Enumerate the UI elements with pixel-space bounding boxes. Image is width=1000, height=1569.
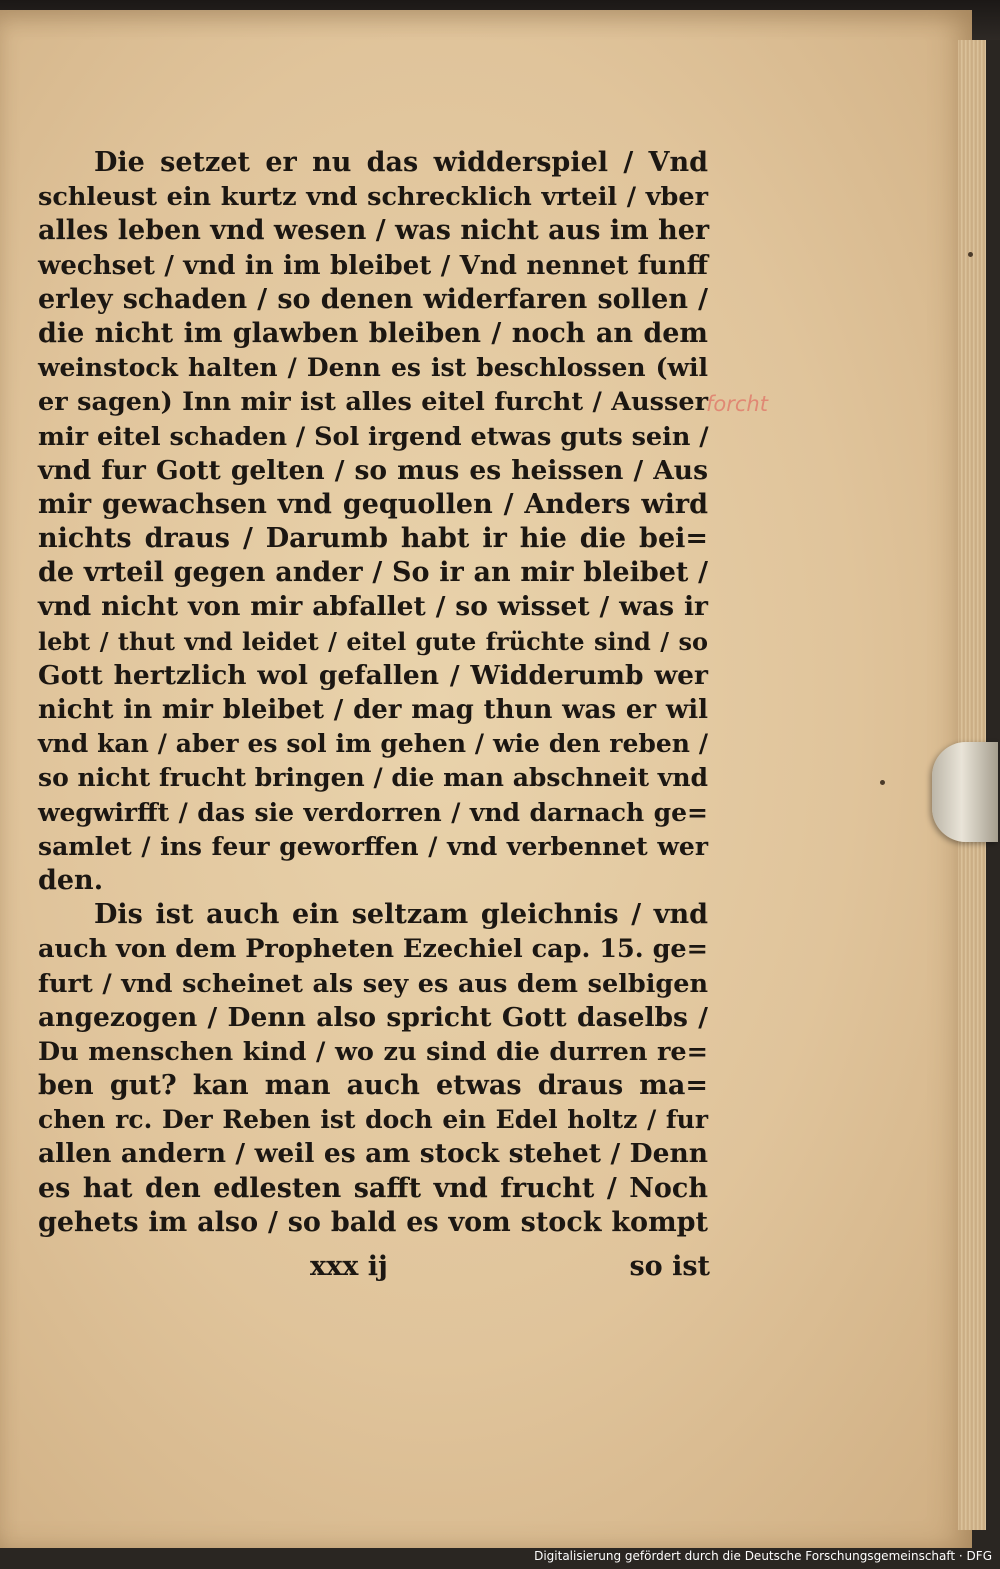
signature-mark: xxx ij (310, 1251, 388, 1282)
text-line: wegwirfft / das sie verdorren / vnd darnach ge= (38, 797, 708, 827)
text-line: allen andern / weil es am stock stehet / Denn (38, 1138, 708, 1170)
ink-spot (968, 252, 973, 257)
text-line: so nicht frucht bringen / die man abschneit vnd (38, 763, 708, 793)
text-line: ben gut? kan man auch etwas draus ma= (38, 1070, 708, 1102)
text-line: mir gewachsen vnd gequollen / Anders wird (38, 488, 708, 520)
text-line: es hat den edlesten safft vnd frucht / Noch (38, 1172, 708, 1204)
text-line: samlet / ins feur geworffen / vnd verbennet wer (38, 831, 708, 861)
text-line: mir eitel schaden / Sol irgend etwas guts sein / (38, 421, 709, 452)
text-line: de vrteil gegen ander / So ir an mir bleibet / (38, 557, 708, 589)
text-line: auch von dem Propheten Ezechiel cap. 15. ge= (38, 934, 708, 965)
text-line: Du menschen kind / wo zu sind die durren re= (38, 1036, 708, 1067)
text-line: vnd kan / aber es sol im gehen / wie den reben / (38, 729, 708, 759)
text-line: vnd fur Gott gelten / so mus es heissen / Aus (38, 454, 708, 486)
text-line: furt / vnd scheinet als sey es aus dem selbigen (38, 968, 708, 999)
ink-spot (880, 780, 885, 785)
text-line: schleust ein kurtz vnd schrecklich vrteil / vber (38, 182, 708, 213)
text-line: vnd nicht von mir abfallet / so wisset / was ir (38, 591, 708, 623)
text-line: angezogen / Denn also spricht Gott daselbs / (38, 1001, 708, 1033)
page-footer (310, 1250, 710, 1284)
text-line: alles leben vnd wesen / was nicht aus im her (38, 215, 710, 247)
text-line: er sagen) Inn mir ist alles eitel furcht / Ausser (38, 387, 708, 418)
text-line: Dis ist auch ein seltzam gleichnis / vnd (94, 899, 708, 931)
text-line: lebt / thut vnd leidet / eitel gute früchte sind / so (38, 626, 708, 656)
body-text (38, 146, 708, 1240)
text-line: weinstock halten / Denn es ist beschlossen (wil (38, 353, 708, 383)
text-line: die nicht im glawben bleiben / noch an dem (38, 317, 708, 349)
text-line: Die setzet er nu das widderspiel / Vnd (94, 147, 708, 178)
text-line: nichts draus / Darumb habt ir hie die bei= (38, 523, 708, 555)
text-line: nicht in mir bleibet / der mag thun was er wil (38, 695, 708, 725)
page-clip (932, 742, 998, 842)
digitization-credit: Digitalisierung gefördert durch die Deutsche Forschungsgemeinschaft · DFG (534, 1549, 992, 1563)
text-line: erley schaden / so denen widerfaren sollen / (38, 283, 708, 315)
text-line: chen rc. Der Reben ist doch ein Edel holtz / fur (38, 1105, 708, 1135)
text-line: gehets im also / so bald es vom stock kompt (38, 1206, 708, 1238)
margin-note: forcht (706, 392, 768, 416)
text-line: wechset / vnd in im bleibet / Vnd nennet funff (38, 250, 708, 281)
catchword: so ist (629, 1251, 710, 1282)
text-line: den. (38, 864, 104, 896)
text-line: Gott hertzlich wol gefallen / Widderumb wer (38, 659, 708, 691)
